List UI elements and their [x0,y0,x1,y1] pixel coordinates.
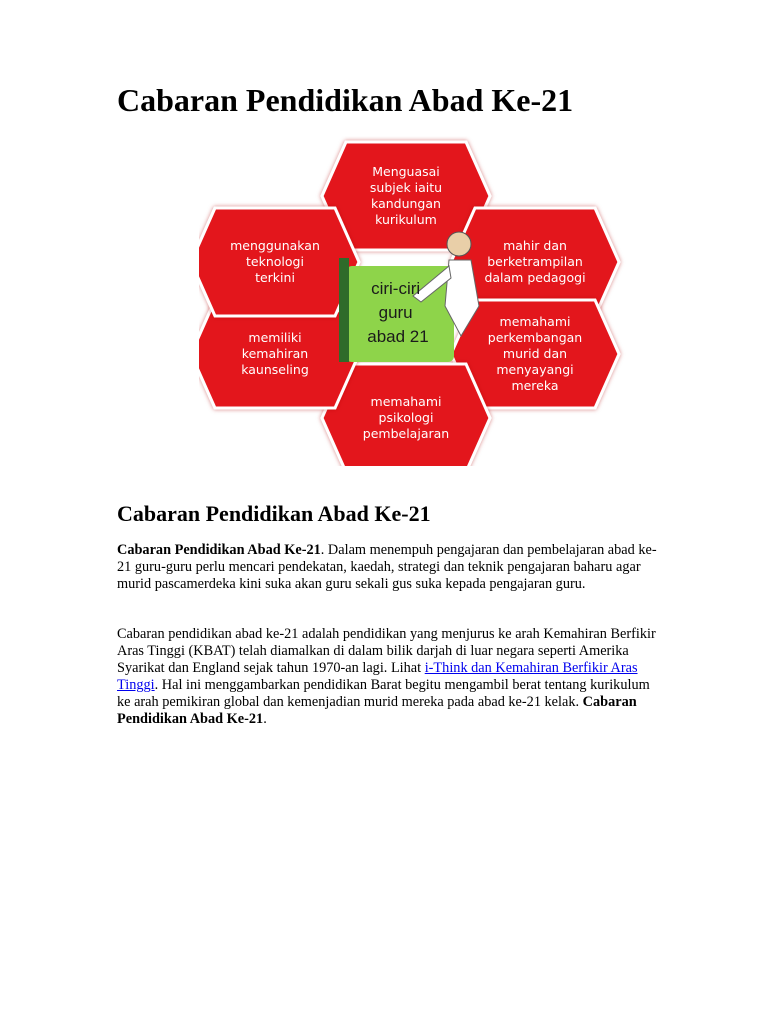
hexagon-line: kaunseling [241,362,309,377]
teacher-traits-diagram [199,136,709,466]
hexagon-line: memahami [370,394,442,409]
paragraph-intro [117,542,657,593]
page-title: Cabaran Pendidikan Abad Ke-21 [117,82,574,118]
kbat-bold-title: Cabaran Pendidikan Abad Ke-21 [117,694,637,727]
hexagon-line: kandungan [371,196,441,211]
hexagon-label [370,164,442,227]
hexagon-line: mahir dan [503,238,567,253]
hex-teknologi-terkini [199,208,359,316]
intro-bold-title: Cabaran Pendidikan Abad Ke-21 [117,542,321,558]
hexagon-line: memiliki [248,330,302,345]
teacher-head [447,232,471,256]
hexagon-line: mereka [511,378,559,393]
hexagon-line: menyayangi [496,362,574,377]
hexagon-line: kemahiran [241,346,309,361]
center-line-2: guru [378,303,413,322]
hexagon-line: terkini [255,270,295,285]
hexagon-line: psikologi [378,410,434,425]
hexagon-line: Menguasai [372,164,440,179]
hexagon-line: teknologi [246,254,304,269]
hexagon-line: subjek iaitu [369,180,443,195]
hexagon-line: menggunakan [230,238,320,253]
hexagon-line: perkembangan [487,330,583,345]
board-edge [339,258,349,362]
center-line-1: ciri-ciri [371,279,421,298]
kbat-text-after: . Hal ini menggambarkan pendidikan Barat begitu mengambil berat tentang kurikulum ke arah pemikiran global dan kemenjadian murid mereka pada abad ke-21 kelak. [117,677,650,710]
intro-text: . Dalam menempuh pengajaran dan pembelajaran abad ke-21 guru-guru perlu mencari pendekatan, kaedah, strategi dan teknik pengajaran baharu agar murid pascamerdeka kini suka akan guru sekali gus suka kepada pengajaran guru. [117,542,657,592]
hexagon-line: murid dan [502,346,568,361]
ithink-link[interactable]: i-Think dan Kemahiran Berfikir Aras Tinggi [117,660,638,693]
hexagon-line: pembelajaran [362,426,450,441]
diagram-svg [199,136,709,466]
kbat-end: . [263,711,267,727]
hexagon-label [241,330,309,377]
center-line-3: abad 21 [367,327,429,346]
section-heading: Cabaran Pendidikan Abad Ke-21 [117,501,431,526]
hexagon-line: memahami [499,314,571,329]
paragraph-kbat [117,626,657,728]
hexagon-line: kurikulum [375,212,437,227]
hexagon-line: berketrampilan [487,254,583,269]
kbat-text-before: Cabaran pendidikan abad ke-21 adalah pendidikan yang menjurus ke arah Kemahiran Berfikir Aras Tinggi (KBAT) telah diamalkan di dalam bilik darjah di luar negara seperti Amerika Syarikat dan England sejak tahun 1970-an lagi. Lihat [117,626,656,676]
hexagon-line: dalam pedagogi [484,270,586,285]
